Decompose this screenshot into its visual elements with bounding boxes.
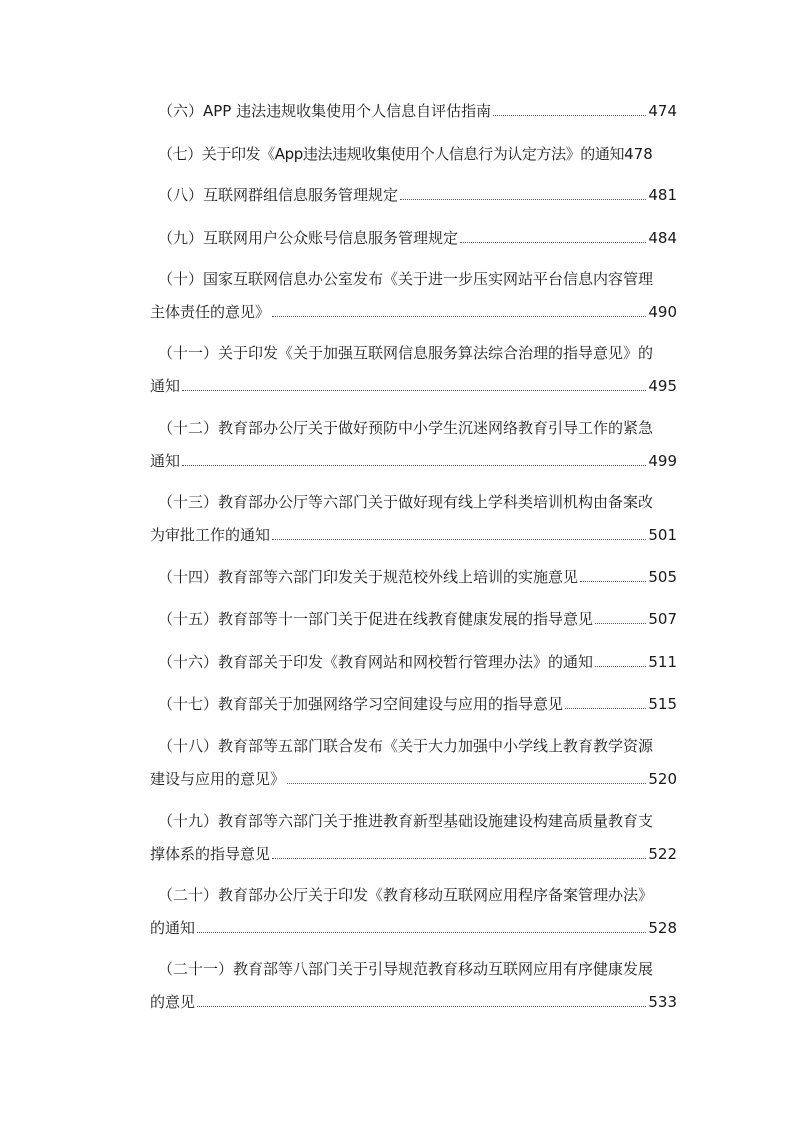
toc-page-number: 478 [624,145,653,163]
toc-entry-title-line1: （十一）关于印发《关于加强互联网信息服务算法综合治理的指导意见》的 [158,344,654,362]
toc-page-number: 481 [648,186,677,204]
toc-entry[interactable] [150,810,677,865]
toc-entry[interactable] [150,491,677,546]
dot-leader [197,932,646,933]
toc-page-number: 495 [648,377,677,395]
toc-entry[interactable] [150,184,677,206]
dot-leader [182,465,646,466]
toc-entry[interactable] [150,268,677,323]
dot-leader [287,783,646,784]
toc-page-number: 484 [648,229,677,247]
toc-entry-title-line2: 建设与应用的意见》 [150,770,286,788]
toc-entry-title-line2: 的意见 [150,993,196,1011]
toc-entry-title: （九）互联网用户公众账号信息服务管理规定 [158,229,459,247]
dot-leader [595,666,646,667]
toc-entry-title-line1: （十三）教育部办公厅等六部门关于做好现有线上学科类培训机构由备案改 [158,493,654,511]
dot-leader [595,623,646,624]
toc-page-number: 507 [648,610,677,628]
toc-entry-title: （十七）教育部关于加强网络学习空间建设与应用的指导意见 [158,695,564,713]
dot-leader [460,242,646,243]
toc-page-number: 528 [648,919,677,937]
toc-entry[interactable] [150,227,677,249]
dot-leader [182,390,646,391]
toc-page-number: 515 [648,695,677,713]
toc-entry[interactable] [150,143,690,165]
toc-entry-title-line1: （十二）教育部办公厅关于做好预防中小学生沉迷网络教育引导工作的紧急 [158,419,654,437]
toc-page-number: 533 [648,993,677,1011]
toc-entry-title-line2: 通知 [150,377,181,395]
toc-entry-title-line1: （二十）教育部办公厅关于印发《教育移动互联网应用程序备案管理办法》 [158,886,654,904]
toc-entry-title: （十四）教育部等六部门印发关于规范校外线上培训的实施意见 [158,568,579,586]
toc-page-number: 490 [648,303,677,321]
toc-entry[interactable] [150,958,677,1013]
toc-entry[interactable] [150,884,677,939]
toc-entry[interactable] [150,693,677,715]
toc-entry[interactable] [150,342,677,397]
toc-page-number: 511 [648,653,677,671]
toc-entry-title-line1: （二十一）教育部等八部门关于引导规范教育移动互联网应用有序健康发展 [158,960,654,978]
toc-entry-title-line1: （十）国家互联网信息办公室发布《关于进一步压实网站平台信息内容管理 [158,270,654,288]
toc-entry-title: （十五）教育部等十一部门关于促进在线教育健康发展的指导意见 [158,610,594,628]
toc-entry-title-line2: 的通知 [150,919,196,937]
toc-entry-title: （七）关于印发《App违法违规收集使用个人信息行为认定方法》的通知 [158,145,625,163]
toc-entry-title-line2: 通知 [150,452,181,470]
toc-page-number: 505 [648,568,677,586]
dot-leader [272,858,646,859]
toc-entry-title-line2: 撑体系的指导意见 [150,845,271,863]
dot-leader [580,581,646,582]
toc-entry-title-line1: （十九）教育部等六部门关于推进教育新型基础设施建设构建高质量教育支 [158,812,654,830]
dot-leader [400,199,646,200]
toc-entry[interactable] [150,735,677,790]
dot-leader [272,539,646,540]
toc-page-number: 520 [648,770,677,788]
toc-entry-title: （十六）教育部关于印发《教育网站和网校暂行管理办法》的通知 [158,653,594,671]
toc-entry-title-line1: （十八）教育部等五部门联合发布《关于大力加强中小学线上教育教学资源 [158,737,654,755]
toc-entry[interactable] [150,608,677,630]
toc-entry[interactable] [150,100,677,122]
toc-entry[interactable] [150,651,677,673]
toc-page-number: 501 [648,526,677,544]
toc-entry-title: （六）APP 违法违规收集使用个人信息自评估指南 [158,102,492,120]
toc-entry-title: （八）互联网群组信息服务管理规定 [158,186,399,204]
dot-leader [197,1006,646,1007]
toc-entry-title-line2: 主体责任的意见》 [150,303,271,321]
dot-leader [565,708,646,709]
toc-entry[interactable] [150,417,677,472]
dot-leader [272,316,646,317]
toc-page-number: 522 [648,845,677,863]
toc-entry[interactable] [150,566,677,588]
toc-page-number: 499 [648,452,677,470]
dot-leader [493,115,646,116]
toc-page-number: 474 [648,102,677,120]
toc-entry-title-line2: 为审批工作的通知 [150,526,271,544]
